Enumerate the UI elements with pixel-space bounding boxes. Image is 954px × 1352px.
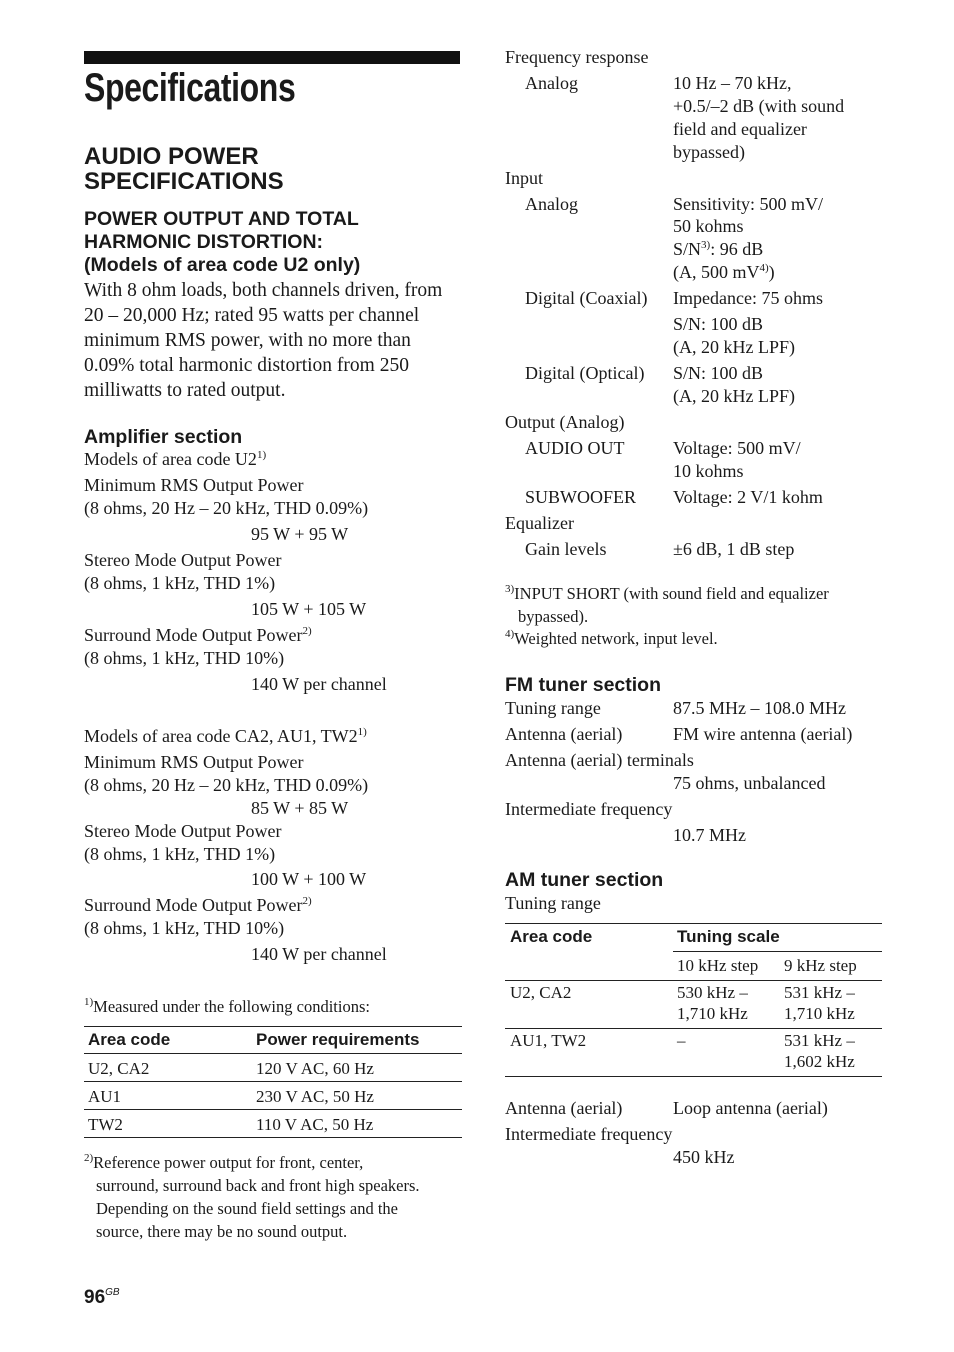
input-analog-sensitivity: Sensitivity: 500 mV/ [673, 194, 824, 214]
gain-levels-value: ±6 dB, 1 dB step [673, 539, 795, 559]
fm-if-value: 10.7 MHz [673, 825, 746, 845]
power-paragraph-line: With 8 ohm loads, both channels driven, from [84, 280, 443, 301]
power-paragraph [84, 278, 442, 403]
other-min-rms-conditions: (8 ohms, 20 Hz – 20 kHz, THD 0.09%) [84, 775, 369, 795]
footnote-ref: 1) [357, 726, 367, 738]
u2-min-rms-value: 95 W + 95 W [251, 524, 349, 544]
footnote-mark: 3) [505, 583, 515, 595]
u2-min-rms-label: Minimum RMS Output Power [84, 475, 304, 495]
title-rule [84, 51, 460, 64]
u2-surround-value: 140 W per channel [251, 674, 387, 694]
power-heading-line-3: (Models of area code U2 only) [84, 254, 361, 276]
table-cell: 110 V AC, 50 Hz [256, 1115, 374, 1134]
power-paragraph-line: milliwatts to rated output. [84, 380, 286, 401]
u2-surround-label [84, 624, 312, 647]
cell-line: 1,710 kHz [677, 1004, 748, 1023]
input-analog-weighting [673, 261, 775, 284]
weighting-suffix: ) [768, 262, 775, 282]
amplifier-heading: Amplifier section [84, 426, 243, 448]
table-header-power-req: Power requirements [256, 1030, 420, 1049]
other-stereo-conditions: (8 ohms, 1 kHz, THD 1%) [84, 844, 276, 864]
value-line: bypassed) [673, 142, 745, 162]
input-coaxial-sn: S/N: 100 dB [673, 314, 764, 334]
table-cell: 120 V AC, 60 Hz [256, 1059, 374, 1078]
table-cell [677, 982, 748, 1024]
footnote-2-line: source, there may be no sound output. [96, 1222, 348, 1241]
fm-terminals-value: 75 ohms, unbalanced [673, 773, 826, 793]
footnote-1-text: Measured under the following conditions: [93, 997, 370, 1016]
input-label: Input [505, 168, 543, 188]
cell-line: 530 kHz – [677, 983, 748, 1002]
u2-min-rms-conditions: (8 ohms, 20 Hz – 20 kHz, THD 0.09%) [84, 498, 369, 518]
u2-surround-text: Surround Mode Output Power [84, 625, 303, 645]
footnote-4-text: Weighted network, input level. [514, 629, 718, 648]
audio-out-impedance: 10 kohms [673, 461, 744, 481]
footnote-4 [505, 627, 718, 650]
other-min-rms-value: 85 W + 85 W [251, 798, 349, 818]
footnote-2-line: Depending on the sound field settings and the [96, 1199, 398, 1218]
other-surround-text: Surround Mode Output Power [84, 895, 303, 915]
fm-tuning-range-label: Tuning range [505, 698, 601, 718]
section-title-line-2: SPECIFICATIONS [84, 168, 284, 195]
freq-analog-label: Analog [525, 73, 578, 93]
u2-stereo-value: 105 W + 105 W [251, 599, 367, 619]
footnote-3-continuation: bypassed). [518, 607, 589, 626]
am-table-subheader-9k: 9 kHz step [784, 956, 857, 975]
other-stereo-label: Stereo Mode Output Power [84, 821, 282, 841]
u2-stereo-conditions: (8 ohms, 1 kHz, THD 1%) [84, 573, 276, 593]
fm-if-label: Intermediate frequency [505, 799, 673, 819]
subwoofer-label: SUBWOOFER [525, 487, 637, 507]
am-if-value: 450 kHz [673, 1147, 735, 1167]
power-heading-line-1: POWER OUTPUT AND TOTAL [84, 208, 359, 230]
power-paragraph-line: 20 – 20,000 Hz; rated 95 watts per channel [84, 305, 420, 326]
footnote-3 [505, 582, 829, 605]
page-title: Specifications [84, 66, 296, 110]
cell-line: 531 kHz – [784, 983, 855, 1002]
sn-value: : 96 dB [710, 239, 764, 259]
table-rule-bottom [505, 1076, 882, 1077]
value-line: field and equalizer [673, 119, 807, 139]
footnote-mark: 4) [505, 628, 515, 640]
fm-antenna-label: Antenna (aerial) [505, 724, 623, 744]
footnote-mark: 2) [84, 1152, 94, 1164]
table-cell: 230 V AC, 50 Hz [256, 1087, 374, 1106]
input-coaxial-label: Digital (Coaxial) [525, 288, 648, 308]
subwoofer-value: Voltage: 2 V/1 kohm [673, 487, 823, 507]
gain-levels-label: Gain levels [525, 539, 607, 559]
footnote-1 [84, 995, 370, 1018]
table-rule-row [505, 1028, 882, 1029]
power-paragraph-line: minimum RMS power, with no more than [84, 330, 411, 351]
am-antenna-label: Antenna (aerial) [505, 1098, 623, 1118]
am-tuning-table [505, 923, 882, 1078]
table-rule-top [505, 923, 882, 924]
freq-analog-value [673, 72, 844, 164]
cell-line: 1,710 kHz [784, 1004, 855, 1023]
footnote-mark: 1) [84, 996, 94, 1008]
footnote-3-text: INPUT SHORT (with sound field and equalizer [514, 584, 829, 603]
table-cell: U2, CA2 [88, 1059, 150, 1078]
table-header-row [84, 1027, 462, 1054]
footnote-ref: 2) [302, 895, 312, 907]
table-rule-mid [505, 980, 882, 981]
am-tuner-heading: AM tuner section [505, 869, 664, 891]
u2-models-label [84, 448, 266, 471]
fm-antenna-value: FM wire antenna (aerial) [673, 724, 853, 744]
footnote-ref: 1) [256, 449, 267, 461]
table-cell: U2, CA2 [510, 983, 572, 1002]
table-cell [784, 1030, 855, 1072]
table-cell: AU1 [88, 1087, 122, 1106]
other-min-rms-label: Minimum RMS Output Power [84, 752, 304, 772]
input-coaxial-weighting: (A, 20 kHz LPF) [673, 337, 795, 357]
footnote-2 [84, 1151, 462, 1243]
am-table-header-scale: Tuning scale [677, 927, 780, 946]
page-number-suffix: GB [105, 1287, 120, 1298]
input-coaxial-impedance: Impedance: 75 ohms [673, 288, 823, 308]
footnote-ref: 3) [701, 239, 711, 251]
table-cell: – [677, 1031, 686, 1050]
page-number-value: 96 [84, 1287, 106, 1308]
output-label: Output (Analog) [505, 412, 625, 432]
footnote-2-line-text: Reference power output for front, center, [93, 1153, 364, 1172]
u2-stereo-label: Stereo Mode Output Power [84, 550, 282, 570]
am-tuning-range-label: Tuning range [505, 893, 601, 913]
table-cell [784, 982, 855, 1024]
u2-surround-conditions: (8 ohms, 1 kHz, THD 10%) [84, 648, 285, 668]
footnote-2-line [84, 1151, 462, 1174]
footnote-ref: 4) [759, 262, 769, 274]
input-optical-label: Digital (Optical) [525, 363, 645, 383]
power-heading-line-2: HARMONIC DISTORTION: [84, 231, 324, 253]
fm-tuning-range-value: 87.5 MHz – 108.0 MHz [673, 698, 846, 718]
power-output-heading [84, 208, 360, 277]
frequency-response-label: Frequency response [505, 47, 649, 67]
other-surround-value: 140 W per channel [251, 944, 387, 964]
fm-terminals-label: Antenna (aerial) terminals [505, 750, 694, 770]
am-table-subheader-10k: 10 kHz step [677, 956, 759, 975]
fm-tuner-heading: FM tuner section [505, 674, 662, 696]
section-title-line-1: AUDIO POWER [84, 143, 259, 170]
audio-out-voltage: Voltage: 500 mV/ [673, 438, 801, 458]
table-header-area-code: Area code [88, 1030, 171, 1049]
input-analog-impedance: 50 kohms [673, 216, 744, 236]
sn-prefix: S/N [673, 239, 702, 259]
cell-line: 531 kHz – [784, 1031, 855, 1050]
audio-out-label: AUDIO OUT [525, 438, 625, 458]
am-table-header-area: Area code [510, 927, 593, 946]
value-line: 10 Hz – 70 kHz, [673, 73, 792, 93]
input-analog-sn [673, 238, 763, 261]
weighting-prefix: (A, 500 mV [673, 262, 760, 282]
footnote-ref: 2) [302, 625, 312, 637]
footnote-2-line: surround, surround back and front high speakers. [96, 1176, 420, 1195]
input-optical-weighting: (A, 20 kHz LPF) [673, 386, 795, 406]
table-cell: AU1, TW2 [510, 1031, 587, 1050]
table-row [84, 1054, 462, 1082]
u2-models-text: Models of area code U2 [84, 449, 257, 469]
other-models-label [84, 725, 367, 748]
am-if-label: Intermediate frequency [505, 1124, 673, 1144]
input-optical-sn: S/N: 100 dB [673, 363, 764, 383]
table-row [84, 1082, 462, 1110]
other-surround-label [84, 894, 312, 917]
input-analog-label: Analog [525, 194, 578, 214]
section-title [84, 144, 284, 194]
other-stereo-value: 100 W + 100 W [251, 869, 367, 889]
power-requirements-table [84, 1026, 462, 1138]
other-surround-conditions: (8 ohms, 1 kHz, THD 10%) [84, 918, 285, 938]
table-row [84, 1110, 462, 1138]
cell-line: 1,602 kHz [784, 1052, 855, 1071]
am-antenna-value: Loop antenna (aerial) [673, 1098, 828, 1118]
power-paragraph-line: 0.09% total harmonic distortion from 250 [84, 355, 409, 376]
value-line: +0.5/–2 dB (with sound [673, 96, 845, 116]
other-models-text: Models of area code CA2, AU1, TW2 [84, 726, 358, 746]
equalizer-label: Equalizer [505, 513, 574, 533]
table-cell: TW2 [88, 1115, 123, 1134]
table-rule-sub [673, 951, 882, 952]
page-number [84, 1281, 120, 1309]
